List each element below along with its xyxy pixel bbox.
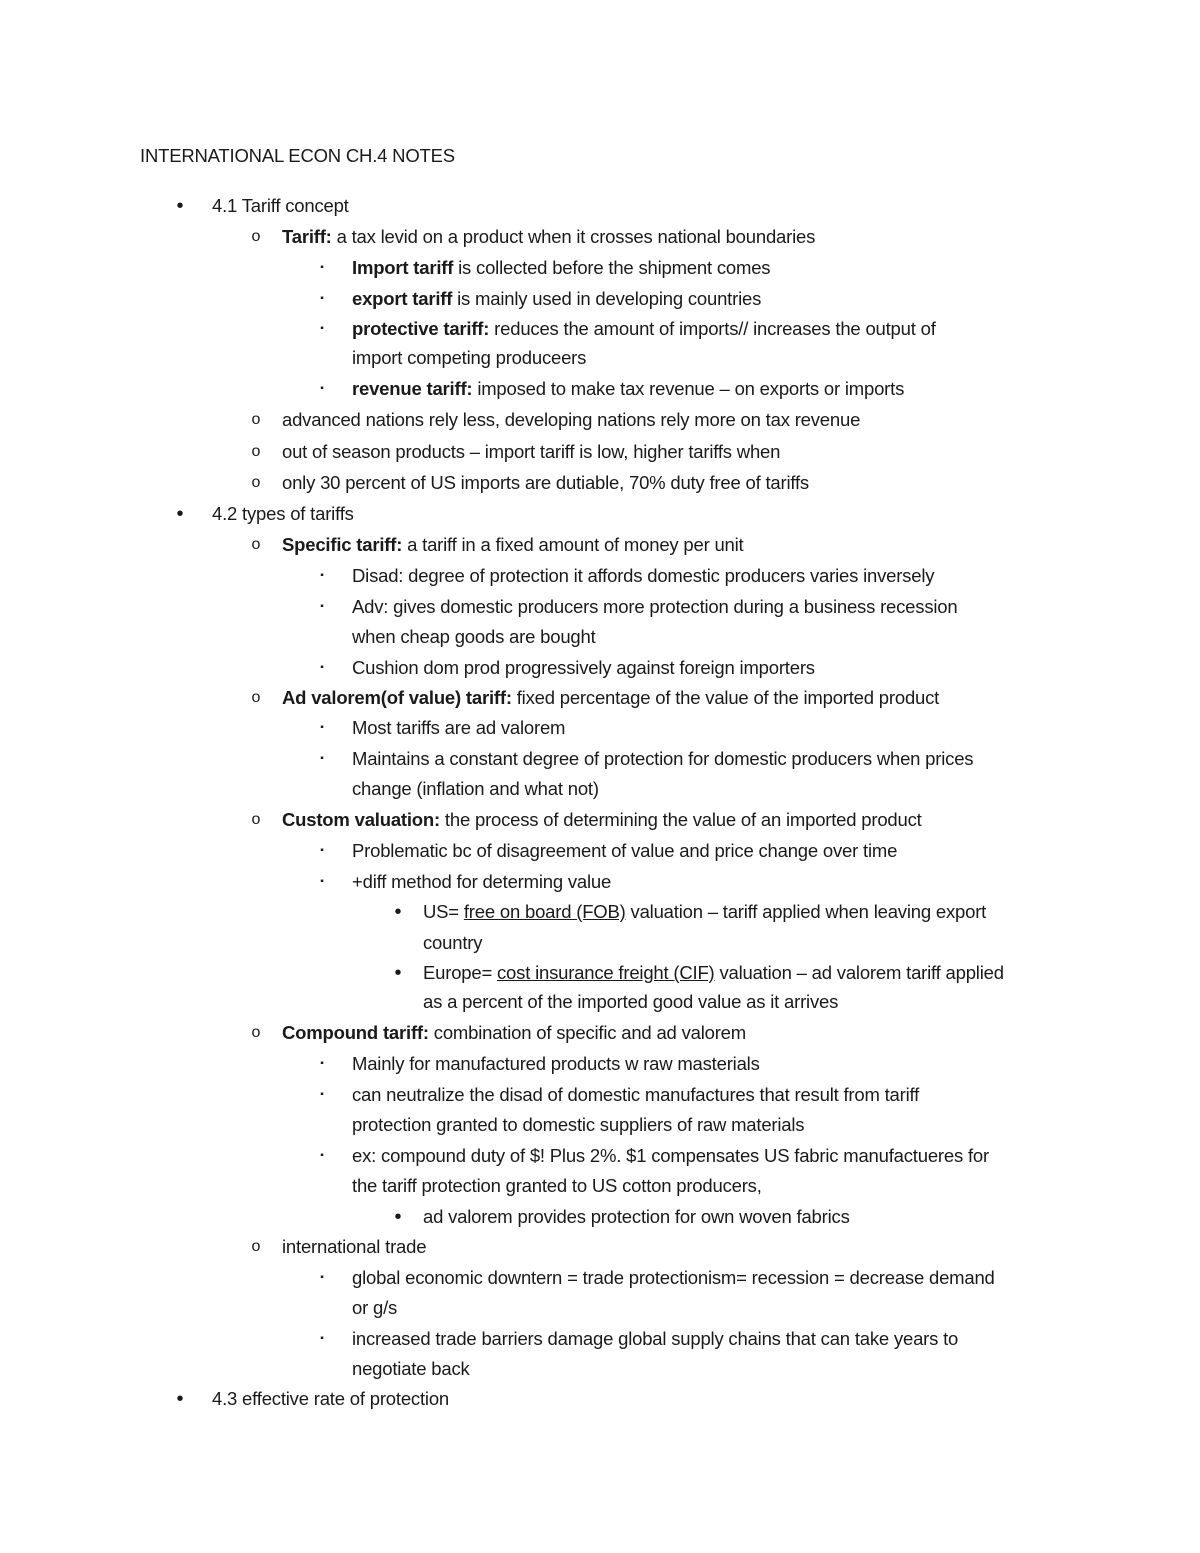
line-text: 4.1 Tariff concept bbox=[212, 195, 349, 216]
outline-line bbox=[352, 317, 936, 341]
line-text: out of season products – import tariff is low, higher tariffs when bbox=[282, 441, 781, 462]
bullet-circle-icon: o bbox=[251, 689, 261, 706]
line-text: negotiate back bbox=[352, 1358, 470, 1379]
line-text: valuation – tariff applied when leaving export bbox=[625, 901, 987, 922]
line-text: combination of specific and ad valorem bbox=[428, 1022, 746, 1043]
outline-line bbox=[423, 990, 838, 1014]
outline-line bbox=[352, 256, 770, 280]
line-text: Adv: gives domestic producers more protection during a business recession bbox=[352, 596, 958, 617]
bullet-square-icon: ▪ bbox=[320, 323, 324, 334]
bullet-square-icon: ▪ bbox=[320, 601, 324, 612]
line-text: Most tariffs are ad valorem bbox=[352, 717, 566, 738]
outline-line bbox=[282, 225, 815, 249]
bullet-circle-icon: o bbox=[251, 474, 261, 491]
bullet-square-icon: ▪ bbox=[320, 662, 324, 673]
bullet-square-icon: ▪ bbox=[320, 876, 324, 887]
outline-line bbox=[282, 440, 780, 464]
outline-line bbox=[352, 1296, 397, 1320]
bullet-disc-icon: • bbox=[394, 962, 402, 984]
line-text: Europe= bbox=[423, 962, 497, 983]
bullet-square-icon: ▪ bbox=[320, 1333, 324, 1344]
outline-line bbox=[282, 686, 939, 710]
line-text: the tariff protection granted to US cotton producers, bbox=[352, 1175, 762, 1196]
outline-line bbox=[352, 870, 611, 894]
underlined-term: free on board (FOB) bbox=[463, 901, 626, 922]
bullet-square-icon: ▪ bbox=[320, 1272, 324, 1283]
line-text: 4.3 effective rate of protection bbox=[212, 1388, 449, 1409]
outline-line bbox=[282, 1235, 426, 1259]
outline-line bbox=[352, 1144, 989, 1168]
term-label: export tariff bbox=[352, 288, 453, 309]
line-text: when cheap goods are bought bbox=[352, 626, 596, 647]
bullet-square-icon: ▪ bbox=[320, 262, 324, 273]
bullet-square-icon: ▪ bbox=[320, 1150, 324, 1161]
outline-line bbox=[352, 287, 761, 311]
line-text: +diff method for determing value bbox=[352, 871, 612, 892]
line-text: country bbox=[423, 932, 483, 953]
outline-line bbox=[212, 1387, 449, 1411]
line-text: increased trade barriers damage global supply chains that can take years to bbox=[352, 1328, 959, 1349]
bullet-circle-icon: o bbox=[251, 1024, 261, 1041]
outline-line bbox=[282, 408, 860, 432]
bullet-square-icon: ▪ bbox=[320, 570, 324, 581]
bullet-circle-icon: o bbox=[251, 228, 261, 245]
line-text: US= bbox=[423, 901, 464, 922]
line-text: protection granted to domestic suppliers of raw materials bbox=[352, 1114, 805, 1135]
outline-line bbox=[352, 716, 565, 740]
underlined-term: cost insurance freight (CIF) bbox=[497, 962, 715, 983]
outline-line bbox=[423, 900, 986, 924]
line-text: reduces the amount of imports// increases the output of bbox=[489, 318, 936, 339]
line-text: international trade bbox=[282, 1236, 427, 1257]
page-title: INTERNATIONAL ECON CH.4 NOTES bbox=[140, 145, 455, 166]
outline-line bbox=[352, 1327, 958, 1351]
outline-line bbox=[423, 1205, 850, 1229]
line-text: is collected before the shipment comes bbox=[453, 257, 771, 278]
bullet-square-icon: ▪ bbox=[320, 845, 324, 856]
bullet-square-icon: ▪ bbox=[320, 722, 324, 733]
line-text: advanced nations rely less, developing nations rely more on tax revenue bbox=[282, 409, 861, 430]
term-label: Import tariff bbox=[352, 257, 454, 278]
outline-line bbox=[423, 931, 482, 955]
outline-line bbox=[212, 194, 349, 218]
line-text: a tax levid on a product when it crosses national boundaries bbox=[331, 226, 816, 247]
bullet-square-icon: ▪ bbox=[320, 293, 324, 304]
line-text: global economic downtern = trade protectionism= recession = decrease demand bbox=[352, 1267, 995, 1288]
bullet-square-icon: ▪ bbox=[320, 1089, 324, 1100]
term-label: Specific tariff: bbox=[282, 534, 403, 555]
bullet-circle-icon: o bbox=[251, 443, 261, 460]
term-label: Ad valorem(of value) tariff: bbox=[282, 687, 512, 708]
line-text: valuation – ad valorem tariff applied bbox=[714, 962, 1004, 983]
bullet-disc-icon: • bbox=[176, 1388, 184, 1410]
outline-line bbox=[352, 595, 957, 619]
outline-line bbox=[352, 346, 586, 370]
line-text: import competing produceers bbox=[352, 347, 587, 368]
line-text: Cushion dom prod progressively against foreign importers bbox=[352, 657, 815, 678]
outline-line bbox=[282, 533, 744, 557]
bullet-circle-icon: o bbox=[251, 411, 261, 428]
bullet-circle-icon: o bbox=[251, 1238, 261, 1255]
line-text: change (inflation and what not) bbox=[352, 778, 599, 799]
outline-line bbox=[352, 1357, 470, 1381]
outline-line bbox=[423, 961, 1004, 985]
bullet-square-icon: ▪ bbox=[320, 383, 324, 394]
line-text: imposed to make tax revenue – on exports or imports bbox=[472, 378, 905, 399]
outline-line bbox=[352, 747, 973, 771]
outline-line bbox=[352, 1083, 919, 1107]
bullet-circle-icon: o bbox=[251, 811, 261, 828]
line-text: can neutralize the disad of domestic manufactures that result from tariff bbox=[352, 1084, 920, 1105]
outline-line bbox=[352, 839, 897, 863]
bullet-square-icon: ▪ bbox=[320, 753, 324, 764]
line-text: ex: compound duty of $! Plus 2%. $1 compensates US fabric manufactueres for bbox=[352, 1145, 989, 1166]
line-text: Problematic bc of disagreement of value and price change over time bbox=[352, 840, 898, 861]
outline-line bbox=[282, 471, 809, 495]
line-text: ad valorem provides protection for own woven fabrics bbox=[423, 1206, 850, 1227]
line-text: only 30 percent of US imports are dutiable, 70% duty free of tariffs bbox=[282, 472, 809, 493]
outline-line bbox=[352, 656, 815, 680]
outline-line bbox=[212, 502, 354, 526]
term-label: Tariff: bbox=[282, 226, 332, 247]
bullet-circle-icon: o bbox=[251, 536, 261, 553]
line-text: fixed percentage of the value of the imported product bbox=[511, 687, 940, 708]
bullet-disc-icon: • bbox=[394, 1206, 402, 1228]
bullet-disc-icon: • bbox=[394, 901, 402, 923]
outline-line bbox=[352, 777, 599, 801]
term-label: revenue tariff: bbox=[352, 378, 473, 399]
line-text: is mainly used in developing countries bbox=[452, 288, 762, 309]
term-label: Custom valuation: bbox=[282, 809, 440, 830]
outline-line bbox=[352, 1052, 760, 1076]
bullet-disc-icon: • bbox=[176, 503, 184, 525]
outline-line bbox=[352, 1266, 995, 1290]
line-text: Maintains a constant degree of protection for domestic producers when prices bbox=[352, 748, 974, 769]
outline-line bbox=[282, 808, 922, 832]
outline-line bbox=[352, 625, 596, 649]
term-label: protective tariff: bbox=[352, 318, 490, 339]
line-text: 4.2 types of tariffs bbox=[212, 503, 354, 524]
outline-line bbox=[352, 1174, 762, 1198]
bullet-disc-icon: • bbox=[176, 195, 184, 217]
bullet-square-icon: ▪ bbox=[320, 1058, 324, 1069]
line-text: a tariff in a fixed amount of money per unit bbox=[402, 534, 744, 555]
line-text: Disad: degree of protection it affords domestic producers varies inversely bbox=[352, 565, 935, 586]
line-text: as a percent of the imported good value as it arrives bbox=[423, 991, 839, 1012]
outline-line bbox=[352, 564, 934, 588]
term-label: Compound tariff: bbox=[282, 1022, 429, 1043]
line-text: Mainly for manufactured products w raw masterials bbox=[352, 1053, 760, 1074]
line-text: or g/s bbox=[352, 1297, 398, 1318]
line-text: the process of determining the value of an imported product bbox=[439, 809, 922, 830]
outline-line bbox=[282, 1021, 746, 1045]
outline-line bbox=[352, 1113, 804, 1137]
outline-line bbox=[352, 377, 904, 401]
